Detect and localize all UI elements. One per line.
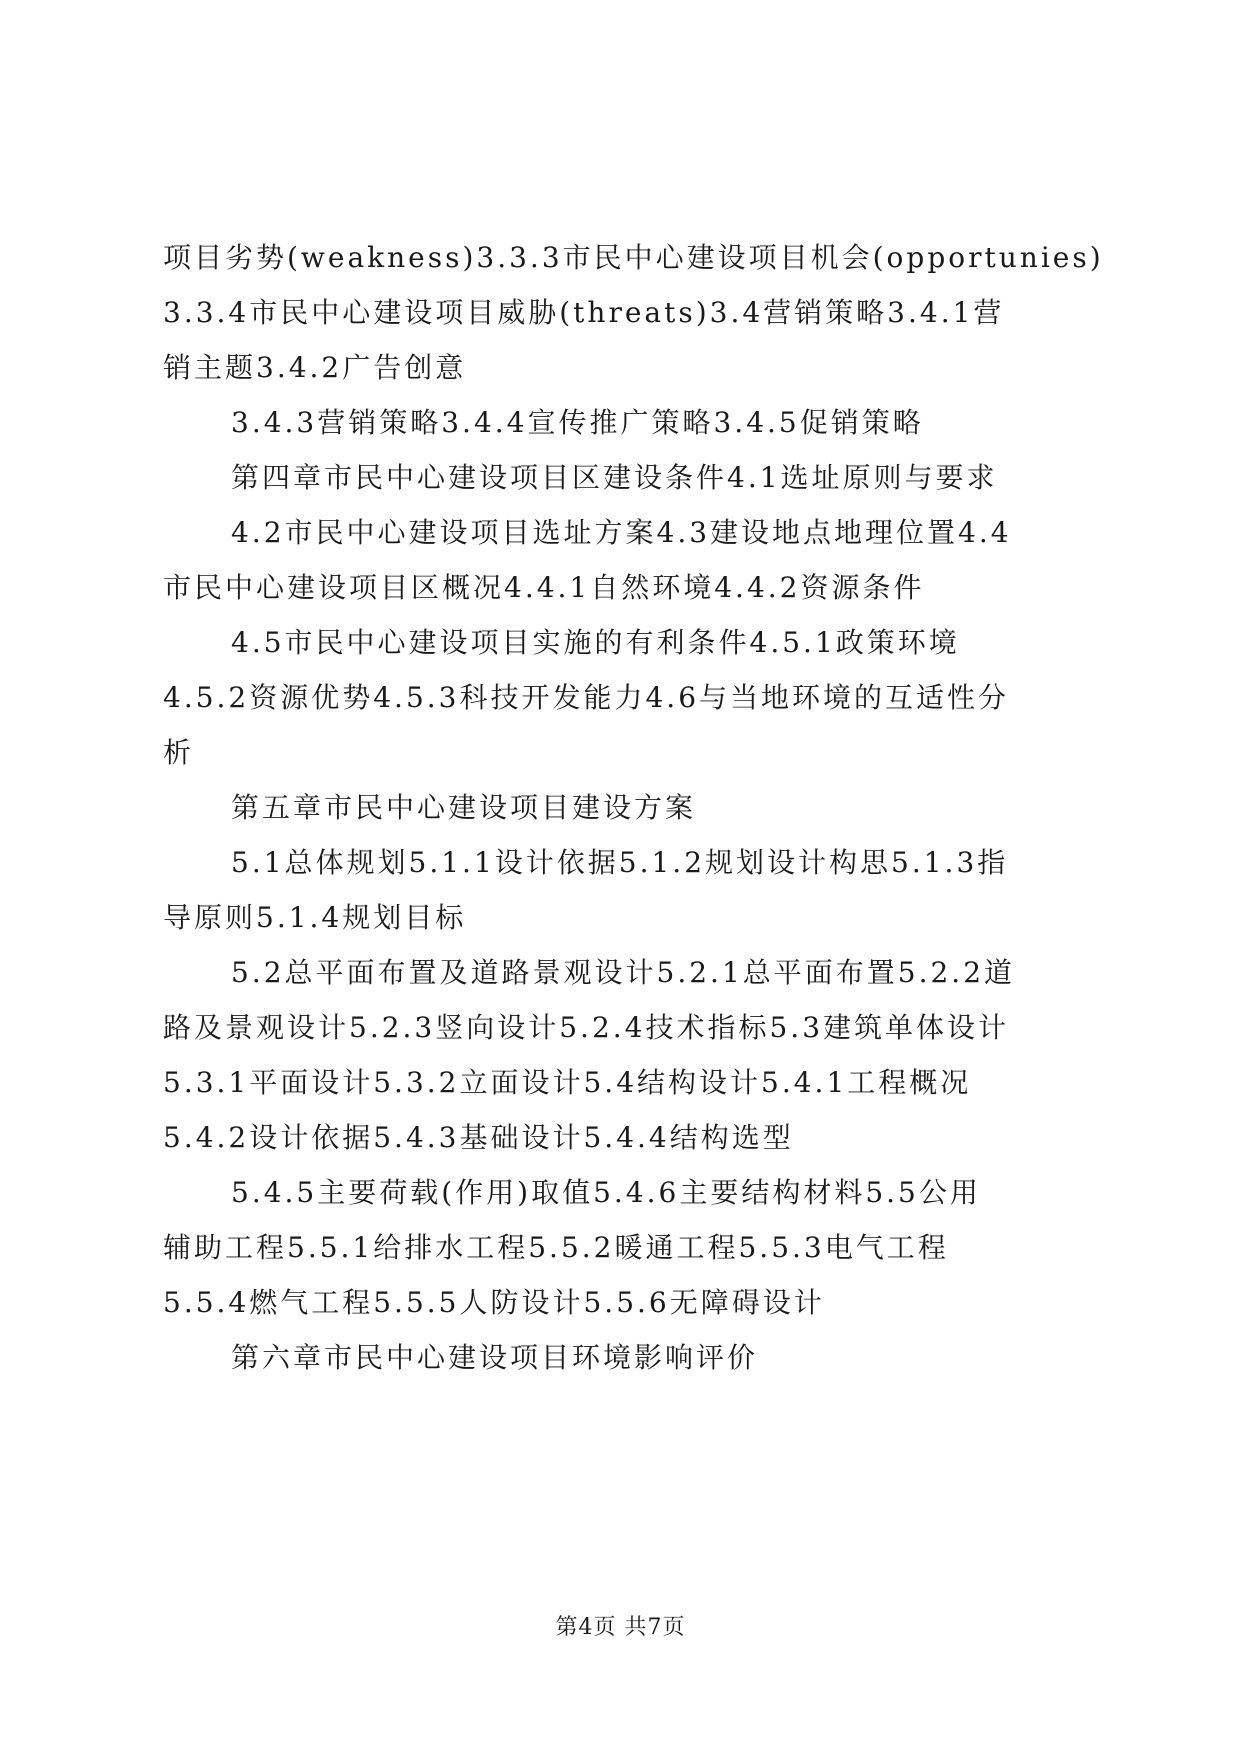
chapter-heading: 第四章市民中心建设项目区建设条件4.1选址原则与要求 bbox=[231, 461, 998, 494]
body-text-line: 5.3.1平面设计5.3.2立面设计5.4结构设计5.4.1工程概况 bbox=[163, 1066, 972, 1099]
body-text-line: 5.4.5主要荷载(作用)取值5.4.6主要结构材料5.5公用 bbox=[231, 1176, 981, 1209]
body-text-line: 项目劣势(weakness)3.3.3市民中心建设项目机会(opportunies) bbox=[163, 241, 1104, 274]
chapter-heading: 第五章市民中心建设项目建设方案 bbox=[231, 791, 697, 824]
body-text-line: 辅助工程5.5.1给排水工程5.5.2暖通工程5.5.3电气工程 bbox=[163, 1231, 949, 1264]
page-number-footer: 第4页 共7页 bbox=[555, 1615, 686, 1640]
body-text-line: 3.3.4市民中心建设项目威胁(threats)3.4营销策略3.4.1营 bbox=[163, 296, 1005, 329]
body-text-line: 5.4.2设计依据5.4.3基础设计5.4.4结构选型 bbox=[163, 1121, 794, 1154]
body-text-line: 析 bbox=[163, 736, 195, 769]
body-text-line: 4.2市民中心建设项目选址方案4.3建设地点地理位置4.4 bbox=[231, 516, 1012, 549]
chapter-heading: 第六章市民中心建设项目环境影响评价 bbox=[231, 1341, 759, 1374]
body-text-line: 5.1总体规划5.1.1设计依据5.1.2规划设计构思5.1.3指 bbox=[231, 846, 1009, 879]
body-text-line: 市民中心建设项目区概况4.4.1自然环境4.4.2资源条件 bbox=[163, 571, 925, 604]
body-text-line: 5.5.4燃气工程5.5.5人防设计5.5.6无障碍设计 bbox=[163, 1286, 825, 1319]
body-text-line: 销主题3.4.2广告创意 bbox=[163, 351, 467, 384]
body-text-line: 3.4.3营销策略3.4.4宣传推广策略3.4.5促销策略 bbox=[231, 406, 924, 439]
body-text-line: 5.2总平面布置及道路景观设计5.2.1总平面布置5.2.2道 bbox=[231, 956, 1016, 989]
body-text-line: 4.5.2资源优势4.5.3科技开发能力4.6与当地环境的互适性分 bbox=[163, 681, 1010, 714]
body-text-line: 导原则5.1.4规划目标 bbox=[163, 901, 467, 934]
body-text-line: 4.5市民中心建设项目实施的有利条件4.5.1政策环境 bbox=[231, 626, 960, 659]
body-text-line: 路及景观设计5.2.3竖向设计5.2.4技术指标5.3建筑单体设计 bbox=[163, 1011, 1010, 1044]
